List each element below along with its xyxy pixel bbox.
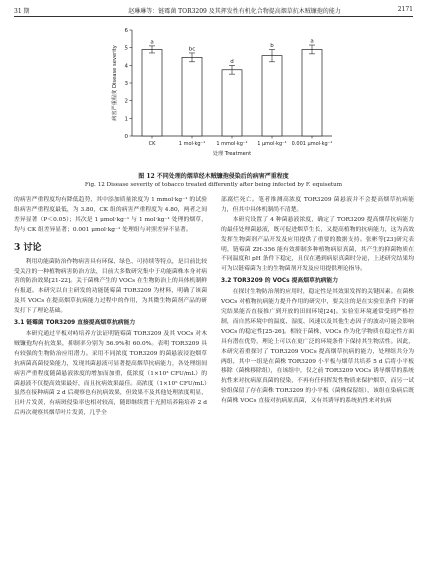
x-tick-label: 1 mmol·kg⁻¹ bbox=[216, 141, 248, 147]
bar-chart bbox=[90, 24, 340, 167]
y-tick-label: 5 bbox=[124, 45, 128, 52]
x-tick-label: 0.001 μmol·kg⁻¹ bbox=[291, 141, 333, 147]
x-tick-label: 1 mol·kg⁻¹ bbox=[178, 141, 206, 147]
issue-number: 31 期 bbox=[14, 8, 30, 15]
y-tick-label: 3 bbox=[124, 81, 128, 87]
bar bbox=[182, 57, 202, 136]
subsection-title-3-1: 3.1 链霉菌 TOR3209 直接提高烟草抗病能力 bbox=[14, 320, 136, 327]
significance-letter: bc bbox=[188, 46, 196, 53]
x-axis-label: 处理 Treatment bbox=[212, 151, 252, 157]
subsection-title-3-2: 3.2 TOR3209 的 VOCs 提高烟草抗病能力 bbox=[221, 278, 339, 285]
page-number: 2171 bbox=[397, 6, 413, 13]
y-axis-label: 病害严重程度 Disease severity bbox=[112, 45, 118, 121]
section-title: 3 讨论 bbox=[14, 242, 42, 253]
header-rule bbox=[14, 16, 413, 17]
bar bbox=[262, 56, 282, 136]
left-paragraph-2: 利用功能菌防治作物病害具有环保、绿色、可持续等特点，是目前比较受关注的一种植物病害防治方法，目前大多数研究集中于功能菌株本身对病害的防治效果[21-22]。关于菌株产生的 VOCs 在生物防治上的具体机制鲜有报道。本研究以自主研发的功能链霉菌 TOR3209 为材料，明确了该菌及其 VOCs 在提高烟草抗病能力过程中的作用，为其微生物菌剂产品的研发打下了理论基础。 bbox=[14, 258, 207, 315]
y-tick-label: 6 bbox=[124, 28, 128, 34]
x-tick-label: CK bbox=[148, 141, 156, 147]
significance-letter: d bbox=[230, 58, 234, 65]
y-tick-label: 4 bbox=[124, 63, 128, 70]
left-paragraph-3: 本研究通过平板对峙培养方法证明链霉菌 TOR3209 及其 VOCs 对木贼镰孢均有抗效果，抑制率分别为 56.9%和 60.0%。表明 TOR3209 具有较强的生物防治应用潜力。采用不同浓度 TOR3209 的菌悬液浸泡烟草抗病菌高菌侵染能力，发现其菌悬液可显著提高烟草抗病能力，各处理组间病害严重程度随菌悬液浓度的增加而加重，低浓度（1×10³ CFU/mL）的菌悬液不仅提高效果最好，而且抗病效果最佳。高浓度（1×10⁵ CFU/mL）虽然在接种病菌 2 d 后观察也有抗病效果，但效果不及其他处理浓度明显，且叶片发黄，有病斑侵染率也相对较高，随即继续置于光照培养箱培养 2 d 后再次观察其烟草叶片发黄，几乎全 bbox=[14, 330, 207, 417]
figure-caption-cn: 图 12 不同处理的烟草经木贼镰孢侵染后的病害严重程度 bbox=[138, 173, 289, 180]
y-tick-label: 2 bbox=[124, 98, 128, 105]
right-paragraph-3: 在探讨生物防治剂的应用时，稳定性是其效果发挥的关键因素。在菌株 VOCs 对植物抗病能力提升作用的研究中，要关注的是在实验室条件下的研究结果能否直接推广到开放的田间环境[24]。实验室环境通常受到严格控制，而自然环境中的温度、湿度、风速以及其他生态因子的波动可能会影响 VOCs 的稳定性[25-26]。相较于菌株，VOCs 作为化学物质在稳定性方面具有潜在优势，理论上可以在更广泛的环境条件下保持其生物活性。因此，本研究着重探讨了 TOR3209 VOCs 提高烟草抗病的能力，处理组共分为两组，其中一组是在菌株 TOR3209 小平板与烟草共培养 5 d 后将小平板移除（菌株移除组），在该组中，仅之前 TOR3209 VOCs 诱导烟草的系统抗性来对抗病原真菌的侵染，不再有任何挥发性物质来保护烟草，而另一试验组保留了存在菌株 TOR3209 的小平板（菌株保留组），该组在染病后既有菌株 VOCs 直接对抗病原真菌，又有其诱导的系统抗性来对抗病 bbox=[221, 289, 414, 405]
running-title: 赵琳琳等：链霉菌 TOR3209 及其挥发性有机化合物提高烟草抗木贼镰孢的能力 bbox=[128, 8, 341, 15]
left-paragraph-1: 的病害严重程度均有降低趋势，其中添加质量浓度为 1 mmol·kg⁻¹ 的试验组病害严重程度最低，为 3.80，CK 组的病害严重程度为 4.80，两者之间差异显著（P＜0.05）；其次是 1 μmol·kg⁻¹ 与 1 mol·kg⁻¹ 处理的烟草，均与 CK 组差异显著；0.001 μmol·kg⁻¹ 处理组与对照差异不显著。 bbox=[14, 197, 207, 233]
right-paragraph-2: 本研究设置了 4 种菌悬液浓度，确定了 TOR3209 提高烟草抗病能力的最佳处理菌悬液，既可促进烟草生长，又提高植物的抗病能力，这为高效发挥生物菌剂产品开发及应用提供了重要的数据支持。张彬等[23]研究表明，链霉菌 ZH-356 能有效抑制多种植物病原真菌，其产生的抑菌物质在不同温度和 pH 条件下稳定，且仅在遇到病原真菌时分泌，上述研究结果均可为以链霉菌为主的生物菌剂开发及应用提供理论指导。 bbox=[221, 216, 414, 273]
left-column bbox=[14, 196, 207, 419]
y-tick-label: 0 bbox=[124, 134, 128, 140]
significance-letter: a bbox=[150, 39, 154, 46]
significance-letter: b bbox=[270, 42, 274, 49]
figure-caption-en: Fig. 12 Disease severity of tobacco treated differently after being infected by F. equisetum bbox=[84, 182, 343, 188]
bar bbox=[142, 49, 162, 136]
bar bbox=[302, 49, 322, 136]
right-paragraph-1: 部腐烂死亡。笔者推测高浓度 TOR3209 菌悬液并不会提高烟草抗病能力，但其中具体机制尚不清楚。 bbox=[221, 197, 414, 213]
y-tick-label: 1 bbox=[124, 116, 128, 123]
bar bbox=[222, 70, 242, 136]
significance-letter: a bbox=[310, 38, 314, 45]
chart-marks bbox=[142, 39, 322, 136]
x-tick-label: 1 μmol·kg⁻¹ bbox=[257, 141, 287, 147]
right-column bbox=[221, 196, 414, 407]
running-header bbox=[14, 6, 413, 16]
